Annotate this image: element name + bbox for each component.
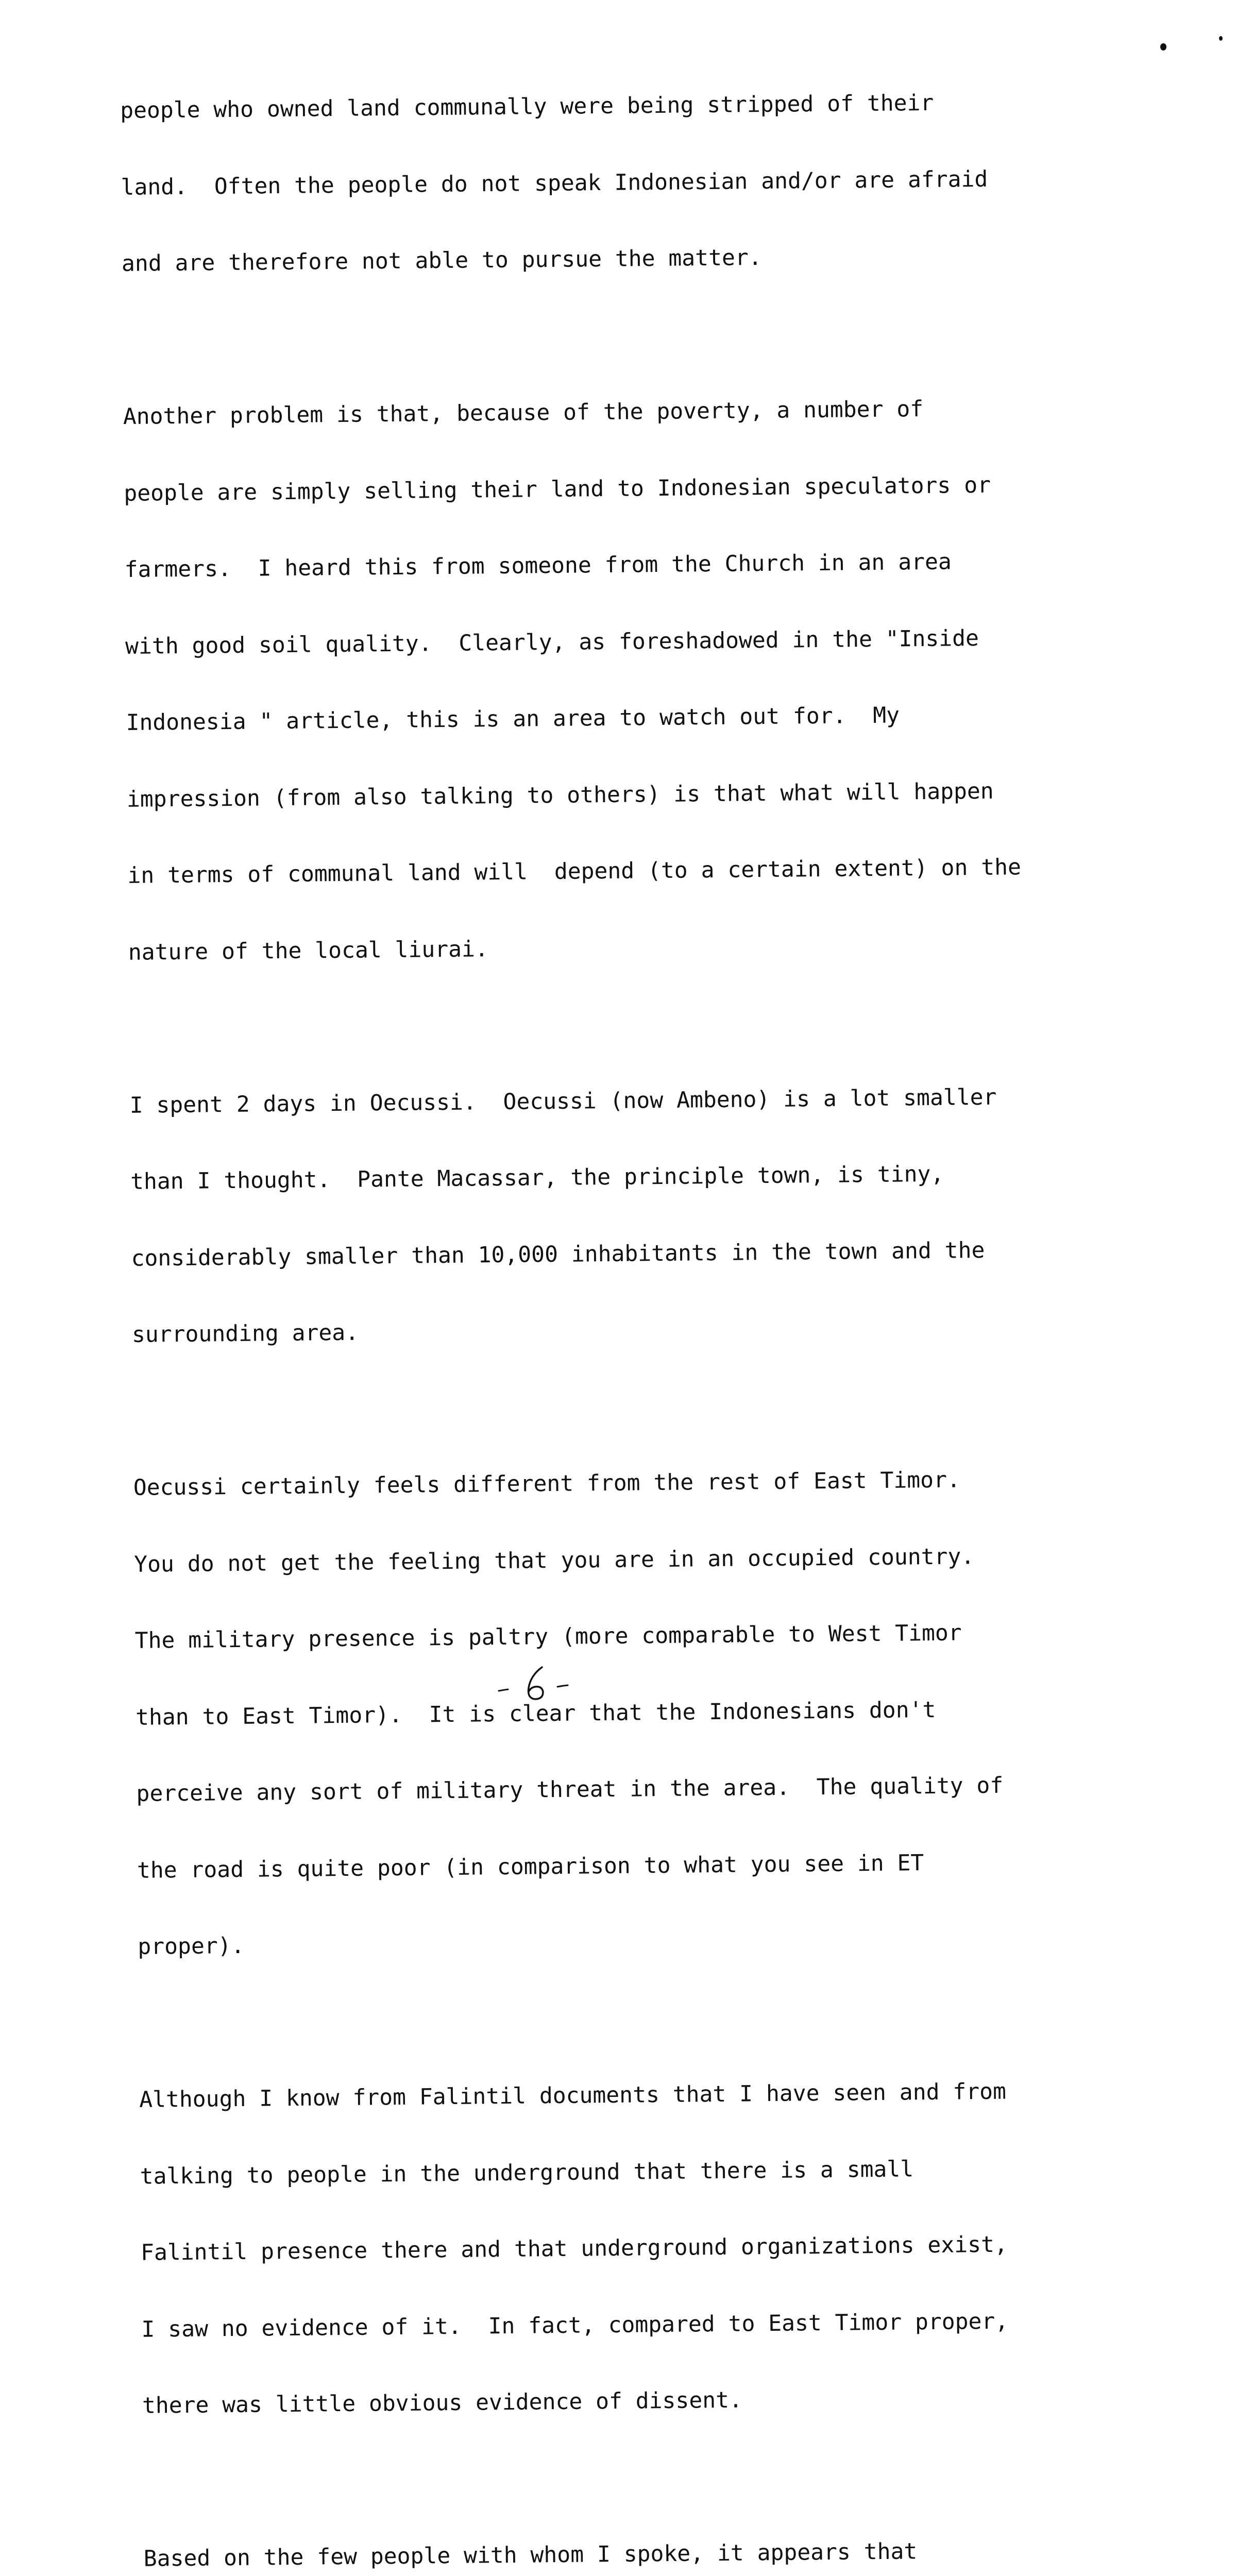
text-line: impression (from also talking to others) is that what will happen xyxy=(126,778,994,812)
text-line: The military presence is paltry (more comparable to West Timor xyxy=(134,1620,962,1654)
document-body xyxy=(120,37,1216,2576)
text-line: I spent 2 days in Oecussi. Oecussi (now Ambeno) is a lot smaller xyxy=(129,1084,997,1118)
text-line: farmers. I heard this from someone from the Church in an area xyxy=(124,549,952,583)
text-line: than to East Timor). It is clear that the Indonesians don't xyxy=(135,1697,936,1731)
text-line: and are therefore not able to pursue the matter. xyxy=(121,245,762,277)
text-line: proper). xyxy=(138,1933,245,1960)
text-line: talking to people in the underground that there is a small xyxy=(140,2156,914,2190)
text-line: Oecussi certainly feels different from the rest of East Timor. xyxy=(133,1467,961,1501)
paragraph-indonesian-identity xyxy=(143,2485,1200,2576)
text-line: the road is quite poor (in comparison to what you see in ET xyxy=(137,1850,924,1884)
text-line: land. Often the people do not speak Indonesian and/or are afraid xyxy=(121,166,988,200)
margin-ink-speck xyxy=(1219,36,1223,41)
page-number-dash-right xyxy=(557,1685,568,1687)
text-line: than I thought. Pante Macassar, the principle town, is tiny, xyxy=(130,1161,944,1195)
text-line: in terms of communal land will depend (to a certain extent) on the xyxy=(127,854,1022,889)
text-line: You do not get the feeling that you are in an occupied country. xyxy=(134,1543,975,1578)
page-number-dash-left xyxy=(499,1689,508,1691)
text-line: nature of the local liurai. xyxy=(128,936,489,965)
text-line: considerably smaller than 10,000 inhabitants in the town and the xyxy=(131,1237,985,1272)
text-line: people who owned land communally were being stripped of their xyxy=(120,90,934,124)
paragraph-land-selling xyxy=(123,343,1180,1016)
text-line: surrounding area. xyxy=(131,1319,359,1348)
text-line: I saw no evidence of it. In fact, compared to East Timor proper, xyxy=(141,2308,1009,2343)
paragraph-oecussi-difference xyxy=(133,1414,1190,2011)
paragraph-land-stripping xyxy=(120,37,1173,328)
text-line: Falintil presence there and that underground organizations exist, xyxy=(140,2231,1008,2266)
text-line: with good soil quality. Clearly, as foreshadowed in the "Inside xyxy=(125,625,979,659)
text-line: people are simply selling their land to Indonesian speculators or xyxy=(124,472,991,506)
paragraph-falintil-presence xyxy=(139,2026,1194,2470)
text-line: Although I know from Falintil documents that I have seen and from xyxy=(139,2078,1007,2113)
text-line: there was little obvious evidence of dissent. xyxy=(142,2387,743,2419)
text-line: Based on the few people with whom I spoke, it appears that xyxy=(143,2538,918,2572)
paragraph-oecussi-visit xyxy=(129,1032,1184,1399)
text-line: perceive any sort of military threat in the area. The quality of xyxy=(136,1772,1004,1807)
text-line: Another problem is that, because of the poverty, a number of xyxy=(123,396,924,430)
handwritten-page-number xyxy=(495,1664,582,1705)
text-line: Indonesia " article, this is an area to watch out for. My xyxy=(126,702,900,736)
page-number-digit xyxy=(529,1667,544,1699)
